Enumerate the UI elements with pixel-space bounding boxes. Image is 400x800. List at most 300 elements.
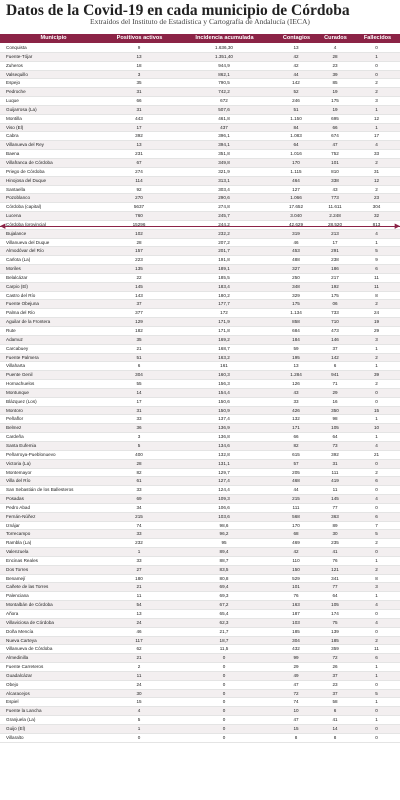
cell-fallecidos: 19	[373, 319, 380, 325]
cell-curados: 98	[332, 416, 338, 422]
cell-fallecidos: 813	[372, 221, 381, 227]
cell-curados: 185	[331, 637, 339, 643]
cell-fallecidos: 2	[375, 89, 378, 95]
cell-contagios: 319	[292, 230, 300, 236]
cell-fallecidos: 1	[375, 434, 378, 440]
cell-curados: 23	[332, 62, 338, 68]
cell-incidencia: 290,6	[218, 195, 230, 201]
cell-municipio: Valsequillo	[6, 71, 28, 77]
cell-curados: 17	[332, 239, 338, 245]
table-row	[0, 168, 400, 177]
cell-incidencia: 163,2	[218, 354, 230, 360]
cell-incidencia: 137,4	[218, 416, 230, 422]
cell-curados: 674	[331, 133, 339, 139]
cell-contagios: 51	[293, 106, 299, 112]
table-row	[0, 274, 400, 283]
table-row	[0, 300, 400, 309]
cell-positivos: 2	[137, 664, 141, 670]
cell-municipio: Carlota (La)	[6, 257, 31, 263]
cell-curados: 14	[332, 725, 338, 731]
cell-contagios: 52	[293, 89, 299, 95]
cell-incidencia: 1.351,40	[215, 53, 233, 59]
cell-fallecidos: 24	[373, 310, 380, 316]
cell-curados: 341	[331, 575, 339, 581]
table-row	[0, 628, 400, 637]
cell-fallecidos: 17	[373, 133, 380, 139]
cell-fallecidos: 1	[375, 124, 378, 130]
table-row	[0, 124, 400, 133]
cell-incidencia: 396,1	[218, 133, 230, 139]
cell-curados: 39	[332, 71, 338, 77]
cell-municipio: Puente Genil	[6, 372, 33, 378]
cell-incidencia: 0	[222, 725, 226, 731]
cell-municipio: Villa del Río	[6, 478, 31, 484]
cell-incidencia: 156,3	[218, 381, 230, 387]
cell-curados: 19	[332, 89, 338, 95]
cell-fallecidos: 0	[375, 460, 378, 466]
cell-municipio: Belalcázar	[6, 274, 28, 280]
cell-municipio: Córdoba (provincia)	[6, 221, 47, 227]
cell-curados: 291	[331, 248, 339, 254]
table-row	[0, 645, 400, 654]
cell-contagios: 82	[293, 442, 299, 448]
cell-fallecidos: 2	[375, 80, 378, 86]
cell-incidencia: 274,8	[218, 204, 230, 210]
cell-incidencia: 132,8	[218, 451, 230, 457]
table-row	[0, 433, 400, 442]
cell-positivos: 92	[136, 186, 142, 192]
cell-fallecidos: 21	[373, 451, 380, 457]
cell-municipio: Fuente la Lancha	[6, 708, 42, 714]
table-row	[0, 504, 400, 513]
cell-curados: 30	[332, 531, 338, 537]
cell-contagios: 127	[292, 186, 300, 192]
table-row	[0, 239, 400, 248]
cell-fallecidos: 1	[375, 53, 378, 59]
cell-incidencia: 80,8	[219, 575, 229, 581]
cell-fallecidos: 0	[375, 389, 378, 395]
table-row	[0, 203, 400, 212]
cell-fallecidos: 304	[372, 204, 381, 210]
table-row	[0, 212, 400, 221]
cell-curados: 72	[332, 655, 338, 661]
cell-municipio: Bujalance	[6, 230, 27, 236]
cell-municipio: Granjuela (La)	[6, 717, 36, 723]
cell-contagios: 13	[293, 363, 299, 369]
cell-contagios: 8	[294, 734, 298, 740]
cell-contagios: 44	[293, 71, 299, 77]
cell-contagios: 469	[292, 540, 300, 546]
cell-municipio: Nueva Carteya	[6, 637, 37, 643]
cell-municipio: Montunque	[6, 389, 29, 395]
cell-municipio: Viso (El)	[6, 124, 24, 130]
cell-municipio: Victoria (La)	[6, 460, 31, 466]
cell-municipio: Villaviciosa de Córdoba	[6, 619, 54, 625]
cell-contagios: 195	[292, 354, 300, 360]
cell-fallecidos: 0	[375, 549, 378, 555]
cell-municipio: Cañete de las Torres	[6, 584, 49, 590]
cell-fallecidos: 5	[375, 531, 378, 537]
cell-fallecidos: 1	[375, 239, 378, 245]
cell-curados: 8	[333, 734, 337, 740]
cell-curados: 28.520	[327, 221, 343, 227]
cell-positivos: 35	[136, 336, 142, 342]
cell-municipio: Rambla (La)	[6, 540, 32, 546]
table-row	[0, 592, 400, 601]
cell-fallecidos: 0	[375, 611, 378, 616]
cell-municipio: Fuente Carreteros	[6, 664, 44, 670]
cell-contagios: 43	[293, 389, 299, 395]
cell-positivos: 6	[137, 363, 141, 369]
cell-fallecidos: 0	[375, 708, 378, 714]
table-row	[0, 681, 400, 690]
cell-fallecidos: 31	[373, 168, 380, 174]
cell-incidencia: 189,1	[218, 266, 230, 272]
cell-contagios: 187	[292, 611, 300, 616]
cell-fallecidos: 1	[375, 363, 378, 369]
cell-positivos: 46	[136, 628, 142, 634]
table-row	[0, 309, 400, 318]
cell-contagios: 1.066	[290, 195, 302, 201]
cell-contagios: 29	[293, 664, 299, 670]
cell-positivos: 215	[135, 513, 143, 519]
cell-municipio: Encinas Reales	[6, 557, 38, 563]
cell-positivos: 33	[136, 557, 142, 563]
cell-fallecidos: 4	[375, 602, 378, 608]
cell-curados: 31	[332, 460, 338, 466]
cell-contagios: 1.134	[290, 310, 302, 316]
cell-positivos: 66	[136, 98, 142, 104]
cell-municipio: Valenzuela	[6, 549, 29, 555]
cell-incidencia: 127,4	[218, 478, 230, 484]
cell-fallecidos: 0	[375, 45, 378, 50]
cell-municipio: Palenciana	[6, 593, 29, 599]
cell-incidencia: 98,6	[219, 522, 229, 528]
cell-incidencia: 124,4	[218, 487, 230, 493]
cell-curados: 89	[332, 522, 338, 528]
cell-contagios: 64	[293, 142, 299, 148]
table-row	[0, 88, 400, 97]
cell-municipio: Córdoba (capital)	[6, 204, 42, 210]
cell-municipio: Villanueva de Córdoba	[6, 646, 53, 652]
cell-positivos: 223	[135, 257, 143, 263]
cell-curados: 37	[332, 672, 338, 678]
cell-positivos: 157	[135, 248, 143, 254]
cell-fallecidos: 2	[375, 301, 378, 307]
cell-municipio: Villanueva del Duque	[6, 239, 50, 245]
cell-curados: 85	[332, 80, 338, 86]
cell-curados: 235	[331, 540, 339, 546]
cell-incidencia: 232,2	[218, 230, 230, 236]
cell-contagios: 488	[292, 257, 300, 263]
cell-contagios: 10	[293, 708, 299, 714]
cell-curados: 139	[331, 628, 339, 634]
cell-positivos: 114	[135, 177, 143, 183]
table-row	[0, 194, 400, 203]
table-row	[0, 663, 400, 672]
cell-curados: 186	[331, 266, 339, 272]
cell-fallecidos: 15	[373, 407, 380, 413]
cell-curados: 64	[332, 593, 338, 599]
cell-municipio: Moriles	[6, 266, 21, 272]
cell-positivos: 69	[136, 496, 142, 502]
cell-curados: 06	[332, 301, 338, 307]
cell-positivos: 15	[136, 699, 142, 705]
cell-contagios: 111	[292, 504, 300, 510]
cell-contagios: 42.629	[288, 221, 304, 227]
cell-curados: 76	[332, 557, 338, 563]
cell-fallecidos: 2	[375, 637, 378, 643]
table-row	[0, 566, 400, 575]
cell-fallecidos: 11	[374, 274, 379, 280]
cell-municipio: Villanueva del Rey	[6, 142, 44, 148]
cell-municipio: Carcabuey	[6, 345, 29, 351]
cell-contagios: 184	[292, 336, 300, 342]
cell-incidencia: 160,3	[218, 372, 230, 378]
cell-incidencia: 169,2	[218, 336, 230, 342]
cell-incidencia: 134,6	[218, 442, 230, 448]
cell-municipio: Alcaracejos	[6, 690, 30, 696]
cell-incidencia: 69,3	[219, 593, 229, 599]
cell-fallecidos: 5	[375, 690, 378, 696]
cell-curados: 175	[331, 292, 339, 298]
cell-fallecidos: 5	[375, 248, 378, 254]
cell-curados: 338	[331, 177, 339, 183]
cell-fallecidos: 0	[375, 62, 378, 68]
cell-municipio: Pedro Abad	[6, 504, 31, 510]
cell-contagios: 15	[293, 725, 299, 731]
cell-fallecidos: 0	[375, 487, 378, 493]
cell-curados: 6	[333, 708, 337, 714]
cell-positivos: 117	[135, 637, 143, 643]
cell-municipio: Santa Eufemia	[6, 442, 37, 448]
cell-municipio: Espejo	[6, 80, 21, 86]
table-row	[0, 415, 400, 424]
table-row	[0, 398, 400, 407]
cell-positivos: 443	[135, 115, 143, 121]
table-row	[0, 362, 400, 371]
cell-incidencia: 0	[222, 664, 226, 670]
cell-fallecidos: 10	[373, 425, 380, 431]
cell-incidencia: 65,4	[219, 611, 229, 616]
cell-incidencia: 103,6	[218, 513, 230, 519]
cell-municipio: Hinojosa del Duque	[6, 177, 47, 183]
cell-curados: 121	[331, 566, 339, 572]
cell-fallecidos: 0	[375, 398, 378, 404]
cell-curados: 941	[331, 372, 339, 378]
cell-fallecidos: 6	[375, 513, 378, 519]
cell-positivos: 4	[137, 708, 141, 714]
table-row	[0, 424, 400, 433]
cell-incidencia: 321,9	[218, 168, 230, 174]
cell-positivos: 82	[136, 469, 142, 475]
cell-positivos: 54	[136, 602, 142, 608]
cell-incidencia: 191,8	[218, 257, 230, 263]
table-row	[0, 97, 400, 106]
cell-contagios: 215	[292, 496, 300, 502]
cell-curados: 350	[331, 407, 339, 413]
cell-fallecidos: 4	[375, 142, 378, 148]
cell-positivos: 231	[135, 151, 143, 157]
table-row	[0, 672, 400, 681]
table-row	[0, 345, 400, 354]
cell-incidencia: 171,8	[218, 328, 230, 333]
table-row	[0, 654, 400, 663]
cell-positivos: 74	[136, 522, 142, 528]
cell-fallecidos: 1	[375, 672, 378, 678]
cell-positivos: 28	[136, 239, 142, 245]
cell-municipio: Posadas	[6, 496, 24, 502]
cell-incidencia: 507,6	[218, 106, 230, 112]
cell-contagios: 66	[293, 434, 299, 440]
table-row	[0, 716, 400, 725]
cell-curados: 752	[331, 151, 339, 157]
cell-contagios: 99	[293, 655, 299, 661]
cell-positivos: 304	[135, 372, 143, 378]
cell-fallecidos: 23	[373, 195, 380, 201]
cell-incidencia: 154,4	[218, 389, 230, 395]
cell-fallecidos: 7	[375, 522, 378, 528]
table-row	[0, 495, 400, 504]
cell-fallecidos: 29	[373, 328, 380, 333]
cell-municipio: Almedinilla	[6, 655, 29, 661]
cell-municipio: Palma del Río	[6, 310, 35, 316]
cell-contagios: 432	[292, 646, 300, 652]
cell-fallecidos: 11	[374, 283, 379, 289]
cell-positivos: 18	[136, 62, 142, 68]
cell-contagios: 132	[292, 416, 300, 422]
cell-positivos: 274	[135, 168, 143, 174]
cell-positivos: 35	[136, 80, 142, 86]
table-row	[0, 637, 400, 646]
cell-positivos: 21	[136, 584, 142, 590]
cell-municipio: Montoro	[6, 407, 23, 413]
table-row	[0, 247, 400, 256]
cell-positivos: 13	[136, 142, 142, 148]
cell-positivos: 182	[135, 328, 143, 333]
table-row	[0, 79, 400, 88]
cell-contagios: 858	[292, 319, 300, 325]
cell-incidencia: 177,7	[218, 301, 230, 307]
cell-contagios: 150	[292, 566, 300, 572]
cell-contagios: 3.040	[290, 213, 302, 219]
cell-fallecidos: 4	[375, 496, 378, 502]
cell-incidencia: 180,2	[218, 292, 230, 298]
table-row	[0, 327, 400, 336]
cell-fallecidos: 12	[373, 115, 380, 121]
cell-contagios: 468	[292, 478, 300, 484]
table-row	[0, 522, 400, 531]
cell-curados: 473	[331, 328, 339, 333]
cell-incidencia: 201,7	[218, 248, 230, 254]
cell-contagios: 348	[292, 283, 300, 289]
cell-positivos: 13	[136, 611, 142, 616]
cell-incidencia: 161	[220, 363, 228, 369]
cell-curados: 359	[331, 646, 339, 652]
cell-curados: 363	[331, 513, 339, 519]
cell-incidencia: 0	[222, 734, 226, 740]
cell-contagios: 110	[292, 557, 300, 563]
cell-contagios: 304	[292, 637, 300, 643]
cell-positivos: 17	[136, 124, 142, 130]
cell-curados: 11.611	[328, 204, 342, 210]
table-row	[0, 734, 400, 743]
table-row	[0, 336, 400, 345]
cell-municipio: Montilla	[6, 115, 22, 121]
cell-positivos: 33	[136, 416, 142, 422]
cell-contagios: 426	[292, 407, 300, 413]
cell-contagios: 453	[292, 248, 300, 254]
cell-contagios: 529	[292, 575, 300, 581]
cell-incidencia: 742,2	[218, 89, 230, 95]
table-row	[0, 619, 400, 628]
cell-fallecidos: 1	[375, 106, 378, 112]
cell-municipio: Cardeña	[6, 434, 24, 440]
cell-curados: 419	[331, 478, 339, 484]
cell-fallecidos: 2	[375, 381, 378, 387]
cell-curados: 41	[332, 717, 338, 723]
cell-incidencia: 95	[221, 540, 227, 546]
cell-positivos: 232	[135, 540, 143, 546]
cell-positivos: 37	[136, 301, 142, 307]
cell-municipio: Benamejí	[6, 575, 26, 581]
cell-incidencia: 129,7	[218, 469, 230, 475]
cell-fallecidos: 2	[375, 469, 378, 475]
cell-fallecidos: 1	[375, 416, 378, 422]
cell-municipio: Cabra	[6, 133, 19, 139]
cell-positivos: 22	[136, 274, 142, 280]
cell-contagios: 246	[292, 98, 300, 104]
cell-contagios: 101	[292, 584, 300, 590]
cell-curados: 58	[332, 699, 338, 705]
cell-incidencia: 136,8	[218, 434, 230, 440]
cell-fallecidos: 0	[375, 628, 378, 634]
cell-curados: 213	[331, 230, 339, 236]
table-header	[0, 34, 400, 43]
cell-curados: 28	[332, 53, 338, 59]
cell-municipio: Rute	[6, 328, 16, 333]
cell-contagios: 68	[293, 531, 299, 537]
cell-positivos: 51	[136, 354, 142, 360]
cell-fallecidos: 0	[375, 71, 378, 77]
cell-curados: 105	[331, 425, 339, 431]
cell-positivos: 13	[136, 53, 142, 59]
cell-contagios: 46	[293, 239, 299, 245]
table-row	[0, 389, 400, 398]
cell-curados: 66	[332, 124, 338, 130]
cell-positivos: 3	[137, 434, 141, 440]
table-row	[0, 186, 400, 195]
cell-incidencia: 171,9	[218, 319, 230, 325]
cell-curados: 47	[332, 142, 338, 148]
cell-positivos: 145	[135, 283, 143, 289]
cell-contagios: 1.016	[290, 151, 302, 157]
cell-positivos: 24	[136, 681, 142, 687]
cell-incidencia: 18,7	[219, 637, 229, 643]
cell-fallecidos: 0	[375, 681, 378, 687]
table-row	[0, 71, 400, 80]
cell-contagios: 175	[292, 301, 300, 307]
cell-positivos: 67	[136, 159, 142, 165]
cell-fallecidos: 33	[373, 151, 380, 157]
cell-curados: 238	[331, 257, 339, 263]
cell-municipio: Adamuz	[6, 336, 23, 342]
cell-incidencia: 150,6	[218, 398, 230, 404]
cell-contagios: 33	[293, 398, 299, 404]
column-header-municipio: Municipio	[40, 35, 67, 41]
cell-incidencia: 69,4	[219, 584, 229, 590]
table-row	[0, 132, 400, 141]
